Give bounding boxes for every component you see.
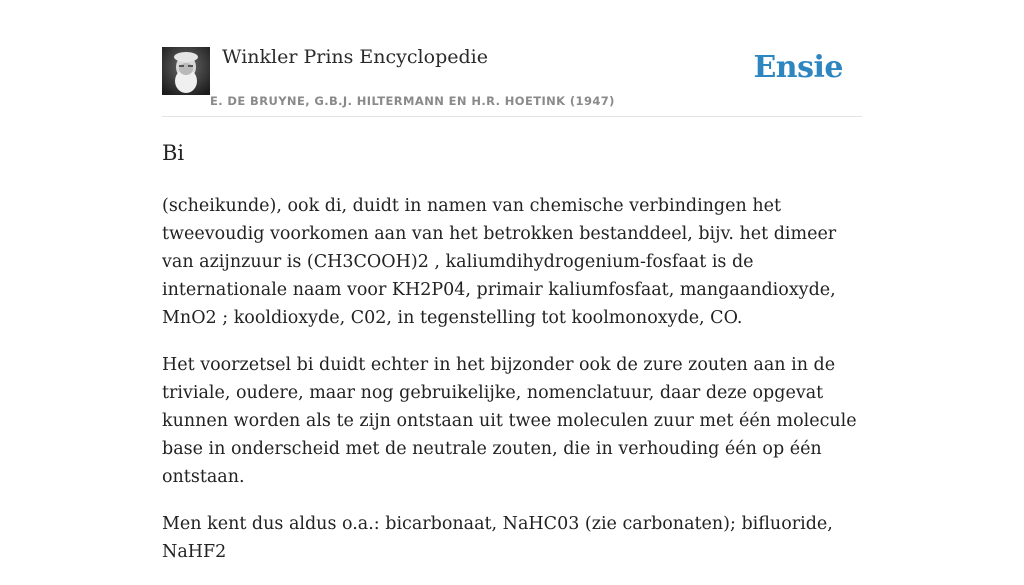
ensie-logo-link[interactable]: Ensie <box>753 50 843 85</box>
page <box>162 0 862 562</box>
source-authors: E. DE BRUYNE, G.B.J. HILTERMANN EN H.R. HOETINK (1947) <box>210 94 615 108</box>
entry-paragraph: Het voorzetsel bi duidt echter in het bijzonder ook de zure zouten aan in de triviale, oudere, maar nog gebruikelijke, nomenclatuur, daar deze opgevat kunnen worden als te zijn ontstaan uit twee moleculen zuur met één molecule base in onderscheid met de neutrale zouten, die in verhouding één op één ontstaan. <box>162 355 857 487</box>
entry-paragraph: Men kent dus aldus o.a.: bicarbonaat, NaHC03 (zie carbonaten); bifluoride, NaHF2 <box>162 514 833 562</box>
entry-title: Bi <box>162 141 185 165</box>
source-header <box>162 0 862 117</box>
portrait-photo-icon <box>162 47 210 95</box>
source-title[interactable]: Winkler Prins Encyclopedie <box>222 46 488 68</box>
entry-paragraph: (scheikunde), ook di, duidt in namen van chemische verbindingen het tweevoudig voorkomen aan van het betrokken bestanddeel, bijv. het dimeer van azijnzuur is (CH3COOH)2 , kaliumdihydrogenium-fosfaat is de internationale naam voor KH2P04, primair kaliumfosfaat, mangaandioxyde, MnO2 ; kooldioxyde, C02, in tegenstelling tot koolmonoxyde, CO. <box>162 196 837 328</box>
author-avatar[interactable] <box>162 47 210 95</box>
entry-body <box>162 192 862 585</box>
